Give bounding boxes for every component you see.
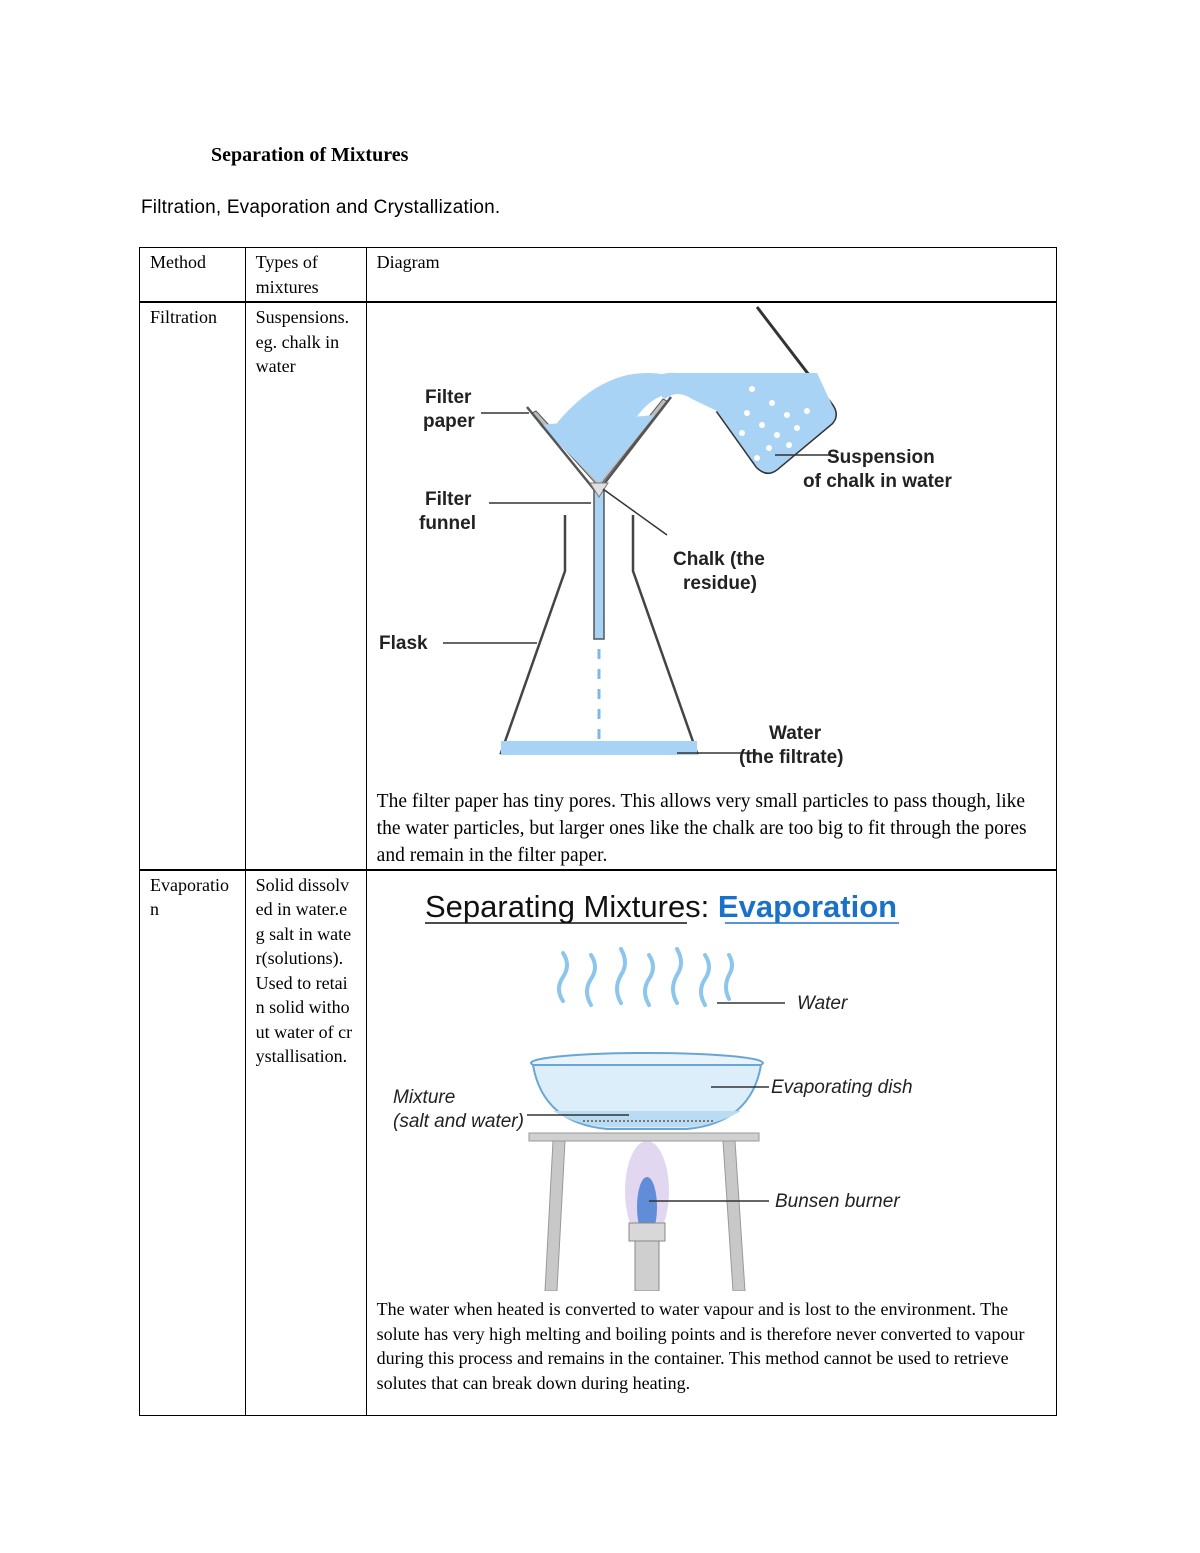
evaporation-title [425,889,897,924]
label-chalk-1: Chalk (the [672,549,765,570]
label-mixture-1: Mixture [392,1086,455,1108]
evaporating-dish [531,1053,763,1129]
filter-funnel [527,397,671,639]
evaporation-diagram [377,871,1037,1291]
table-row [140,302,1057,870]
label-filter-paper-2: paper [422,411,475,432]
table-row [140,870,1057,1416]
types-filtration: Suspensions. eg. chalk in water [245,302,366,870]
header-diagram: Diagram [366,248,1056,303]
label-suspension-1: Suspension [826,447,935,468]
label-suspension-2: of chalk in water [802,471,952,492]
label-filter-funnel-1: Filter [424,489,472,510]
evaporation-title-highlight: Evaporation [717,888,897,924]
label-water: Water [796,992,848,1014]
document-title: Separation of Mixtures [211,144,409,166]
label-filter-paper-1: Filter [424,387,472,408]
filtration-diagram [377,303,1037,781]
evaporation-description: The water when heated is converted to water vapour and is lost to the environment. The solute has very high melting and boiling points and is therefore never converted to vapour during this process and remains in the container. This method cannot be used to retrieve solutes that can break down during heating. [376,1299,1025,1393]
table-header-row [140,248,1057,303]
document-subtitle: Filtration, Evaporation and Crystallization. [141,197,501,218]
label-chalk-2: residue) [682,573,757,594]
filtration-description: The filter paper has tiny pores. This allows very small particles to pass though, like the water particles, but larger ones like the chalk are too big to fit through the pores and remain in the filter paper. [376,790,1027,866]
label-water-1: Water [768,723,821,744]
types-evaporation: Solid dissolved in water.eg salt in water(solutions). Used to retain solid without water of crystallisation. [245,870,366,1416]
label-mixture-2: (salt and water) [392,1110,524,1132]
evaporation-title-prefix: Separating Mixtures: [424,888,718,924]
bunsen-burner-graphic [625,1141,669,1291]
header-types: Types of mixtures [245,248,366,303]
method-evaporation: Evaporation [140,870,246,1416]
label-water-2: (the filtrate) [738,747,844,768]
header-method: Method [140,248,246,303]
label-flask: Flask [378,633,428,654]
label-evaporating-dish: Evaporating dish [770,1076,913,1098]
label-filter-funnel-2: funnel [418,513,476,534]
diagram-cell-filtration [366,302,1056,870]
diagram-cell-evaporation [366,870,1056,1416]
method-filtration: Filtration [140,302,246,870]
water-vapour [559,949,732,1005]
methods-table [139,247,1057,1416]
label-bunsen-burner: Bunsen burner [774,1190,900,1212]
